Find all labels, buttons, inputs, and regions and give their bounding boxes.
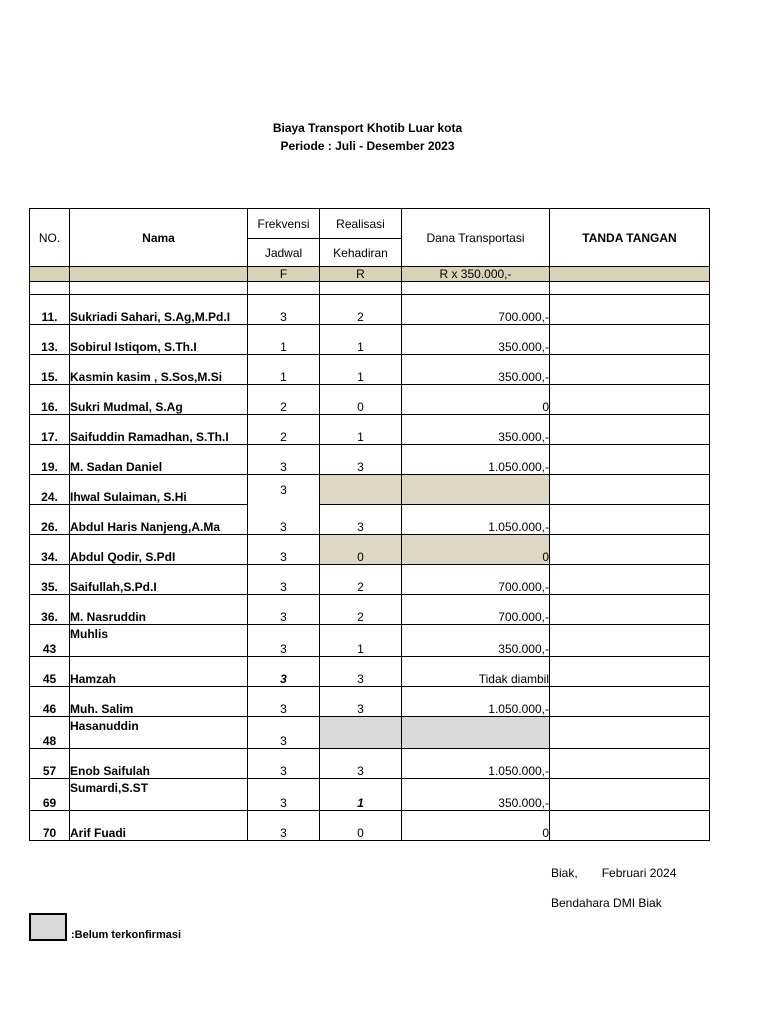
cell-kehadiran: 1 [320,625,402,657]
cell-nama: Sukri Mudmal, S.Ag [70,385,248,415]
cell-dana: 0 [402,535,550,565]
cell-dana: 1.050.000,- [402,687,550,717]
cell-nama: Arif Fuadi [70,811,248,841]
cell-jadwal: 3 [248,505,320,535]
cell-jadwal: 3 [248,779,320,811]
cell-kehadiran: 0 [320,811,402,841]
cell-signature[interactable] [550,657,710,687]
cell-dana: 0 [402,385,550,415]
header-dana: Dana Transportasi [402,209,550,267]
cell-signature[interactable] [550,811,710,841]
cell-no: 17. [30,415,70,445]
cell-dana: 350.000,- [402,355,550,385]
table-row [30,445,710,475]
cell-nama: Saifuddin Ramadhan, S.Th.I [70,415,248,445]
cell-jadwal: 3 [248,445,320,475]
band-f: F [248,267,320,282]
cell-no: 11. [30,295,70,325]
table-row [30,565,710,595]
cell-jadwal: 3 [248,625,320,657]
cell-kehadiran: 3 [320,505,402,535]
table-row [30,385,710,415]
header-jadwal: Jadwal [248,239,320,267]
table-row [30,325,710,355]
cell-jadwal: 2 [248,415,320,445]
header-nama: Nama [70,209,248,267]
table-row [30,295,710,325]
cell-no: 46 [30,687,70,717]
cell-signature[interactable] [550,445,710,475]
cell-kehadiran: 2 [320,595,402,625]
table-row [30,625,710,657]
legend-swatch [29,913,67,941]
cell-signature[interactable] [550,687,710,717]
document-title: Biaya Transport Khotib Luar kota [272,121,463,135]
cell-nama: Ihwal Sulaiman, S.Hi [70,475,248,505]
cell-kehadiran: 3 [320,749,402,779]
cell-dana: 700.000,- [402,565,550,595]
cell-nama: Abdul Haris Nanjeng,A.Ma [70,505,248,535]
cell-no: 45 [30,657,70,687]
table-row [30,355,710,385]
cell-dana: 0 [402,811,550,841]
cell-no: 34. [30,535,70,565]
legend-label: :Belum terkonfirmasi [71,929,182,941]
cell-kehadiran: 3 [320,445,402,475]
cell-no: 16. [30,385,70,415]
cell-kehadiran: 2 [320,565,402,595]
cell-dana: 1.050.000,- [402,445,550,475]
cell-nama: M. Nasruddin [70,595,248,625]
cell-no: 48 [30,717,70,749]
cell-nama: Sobirul Istiqom, S.Th.I [70,325,248,355]
cell-signature[interactable] [550,565,710,595]
cell-jadwal: 3 [248,687,320,717]
cell-dana [402,717,550,749]
cell-jadwal: 2 [248,385,320,415]
band-cell [70,267,248,282]
cell-kehadiran [320,717,402,749]
cell-nama: Sukriadi Sahari, S.Ag,M.Pd.I [70,295,248,325]
table-row [30,475,710,505]
cell-signature[interactable] [550,717,710,749]
table-row [30,811,710,841]
cell-no: 69 [30,779,70,811]
cell-dana: Tidak diambil [402,657,550,687]
cell-dana: 350.000,- [402,325,550,355]
header-kehadiran: Kehadiran [320,239,402,267]
cell-jadwal: 3 [248,595,320,625]
cell-signature[interactable] [550,595,710,625]
cell-jadwal: 1 [248,325,320,355]
document-period: Periode : Juli - Desember 2023 [280,139,455,153]
cell-nama: M. Sadan Daniel [70,445,248,475]
cell-no: 13. [30,325,70,355]
cell-kehadiran: 0 [320,385,402,415]
cell-signature[interactable] [550,325,710,355]
cell-jadwal: 3 [248,475,320,505]
header-no: NO. [30,209,70,267]
cell-nama: Abdul Qodir, S.PdI [70,535,248,565]
cell-dana: 700.000,- [402,595,550,625]
header-tanda-tangan: TANDA TANGAN [550,209,710,267]
cell-jadwal: 3 [248,749,320,779]
cell-signature[interactable] [550,505,710,535]
place-date [551,866,676,880]
cell-no: 70 [30,811,70,841]
cell-kehadiran: 2 [320,295,402,325]
cell-dana: 350.000,- [402,625,550,657]
table-row [30,535,710,565]
cell-jadwal: 3 [248,295,320,325]
cell-kehadiran: 0 [320,535,402,565]
cell-kehadiran [320,475,402,505]
cell-nama: Enob Saifulah [70,749,248,779]
cell-signature[interactable] [550,415,710,445]
cell-no: 57 [30,749,70,779]
table-row [30,505,710,535]
header-frekvensi: Frekvensi [248,209,320,239]
band-r: R [320,267,402,282]
cell-no: 35. [30,565,70,595]
cell-no: 36. [30,595,70,625]
cell-nama: Kasmin kasim , S.Sos,M.Si [70,355,248,385]
formula-band [30,267,710,282]
cell-jadwal: 3 [248,717,320,749]
cell-nama: Muh. Salim [70,687,248,717]
header-realisasi: Realisasi [320,209,402,239]
cell-nama: Hamzah [70,657,248,687]
cell-no: 43 [30,625,70,657]
place-text: Biak, [551,866,578,880]
date-text: Februari 2024 [601,866,677,880]
cell-signature[interactable] [550,535,710,565]
cell-dana: 1.050.000,- [402,749,550,779]
band-cell [550,267,710,282]
cell-jadwal: 3 [248,811,320,841]
table-row [30,657,710,687]
cell-signature[interactable] [550,475,710,505]
band-cell [30,267,70,282]
cell-no: 24. [30,475,70,505]
cell-nama: Sumardi,S.ST [70,779,248,811]
cell-dana: 350.000,- [402,415,550,445]
cell-dana: 350.000,- [402,779,550,811]
cell-nama: Saifullah,S.Pd.I [70,565,248,595]
cell-jadwal: 3 [248,565,320,595]
cell-signature[interactable] [550,779,710,811]
table-row [30,779,710,811]
table-row [30,687,710,717]
cell-no: 15. [30,355,70,385]
band-formula: R x 350.000,- [402,267,550,282]
table-row [30,415,710,445]
cell-no: 26. [30,505,70,535]
cell-nama: Hasanuddin [70,717,248,749]
treasurer-role: Bendahara DMI Biak [551,896,662,910]
transport-table [29,208,710,841]
cell-signature[interactable] [550,749,710,779]
cell-kehadiran: 1 [320,325,402,355]
cell-jadwal: 3 [248,657,320,687]
cell-jadwal: 3 [248,535,320,565]
cell-kehadiran: 1 [320,355,402,385]
cell-kehadiran: 1 [320,415,402,445]
table-row [30,595,710,625]
cell-dana: 1.050.000,- [402,505,550,535]
cell-kehadiran: 3 [320,657,402,687]
cell-kehadiran: 3 [320,687,402,717]
cell-dana: 700.000,- [402,295,550,325]
cell-kehadiran: 1 [320,779,402,811]
cell-signature[interactable] [550,385,710,415]
cell-signature[interactable] [550,625,710,657]
table-row [30,749,710,779]
cell-signature[interactable] [550,355,710,385]
cell-nama: Muhlis [70,625,248,657]
cell-no: 19. [30,445,70,475]
cell-jadwal: 1 [248,355,320,385]
cell-signature[interactable] [550,295,710,325]
spacer-row [30,282,710,295]
cell-dana [402,475,550,505]
table-row [30,717,710,749]
